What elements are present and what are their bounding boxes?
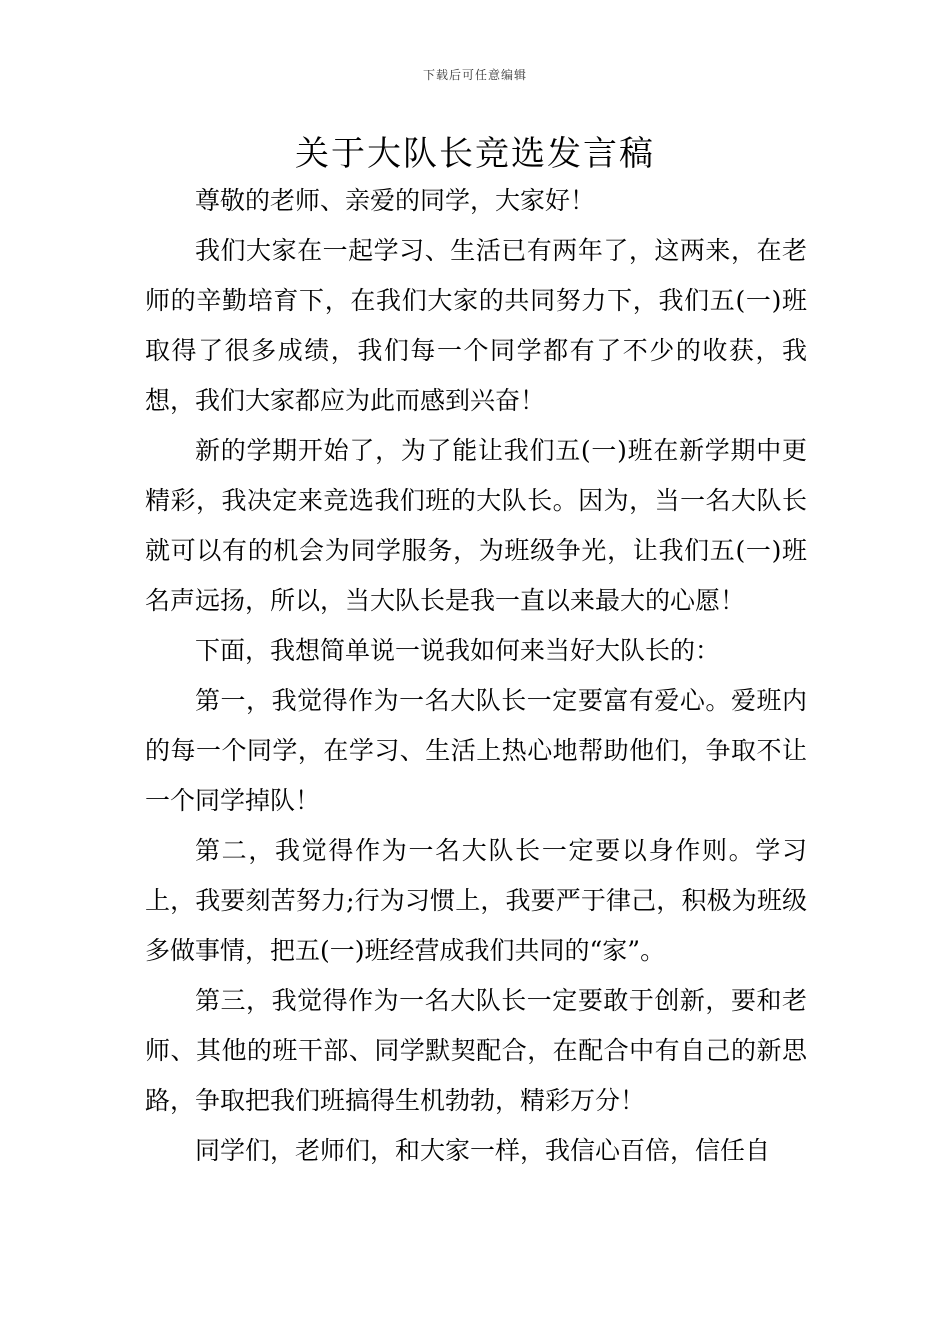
paragraph-6: 第三，我觉得作为一名大队长一定要敢于创新，要和老师、其他的班干部、同学默契配合，在配合中有自己的新思路，争取把我们班搞得生机勃勃，精彩万分！ <box>145 986 807 1115</box>
paragraph-5: 第二，我觉得作为一名大队长一定要以身作则。学习上，我要刻苦努力;行为习惯上，我要严于律己，积极为班级多做事情，把五(一)班经营成我们共同的“家”。 <box>145 836 807 965</box>
paragraph-1: 我们大家在一起学习、生活已有两年了，这两来，在老师的辛勤培育下，在我们大家的共同努力下，我们五(一)班取得了很多成绩，我们每一个同学都有了不少的收获，我想，我们大家都应为此而感到兴奋！ <box>145 236 807 415</box>
document-body <box>145 176 807 1176</box>
paragraph-4: 第一，我觉得作为一名大队长一定要富有爱心。爱班内的每一个同学，在学习、生活上热心地帮助他们，争取不让一个同学掉队！ <box>145 686 807 815</box>
paragraph-2: 新的学期开始了，为了能让我们五(一)班在新学期中更精彩，我决定来竞选我们班的大队长。因为，当一名大队长就可以有的机会为同学服务，为班级争光，让我们五(一)班名声远扬，所以，当大队长是我一直以来最大的心愿！ <box>145 436 807 615</box>
paragraph-greeting: 尊敬的老师、亲爱的同学，大家好！ <box>195 186 596 215</box>
document-title: 关于大队长竞选发言稿 <box>295 134 655 174</box>
header-note: 下载后可任意编辑 <box>422 68 527 82</box>
paragraph-3: 下面，我想简单说一说我如何来当好大队长的： <box>195 636 721 665</box>
paragraph-7: 同学们，老师们，和大家一样，我信心百倍，信任自 <box>195 1136 771 1165</box>
